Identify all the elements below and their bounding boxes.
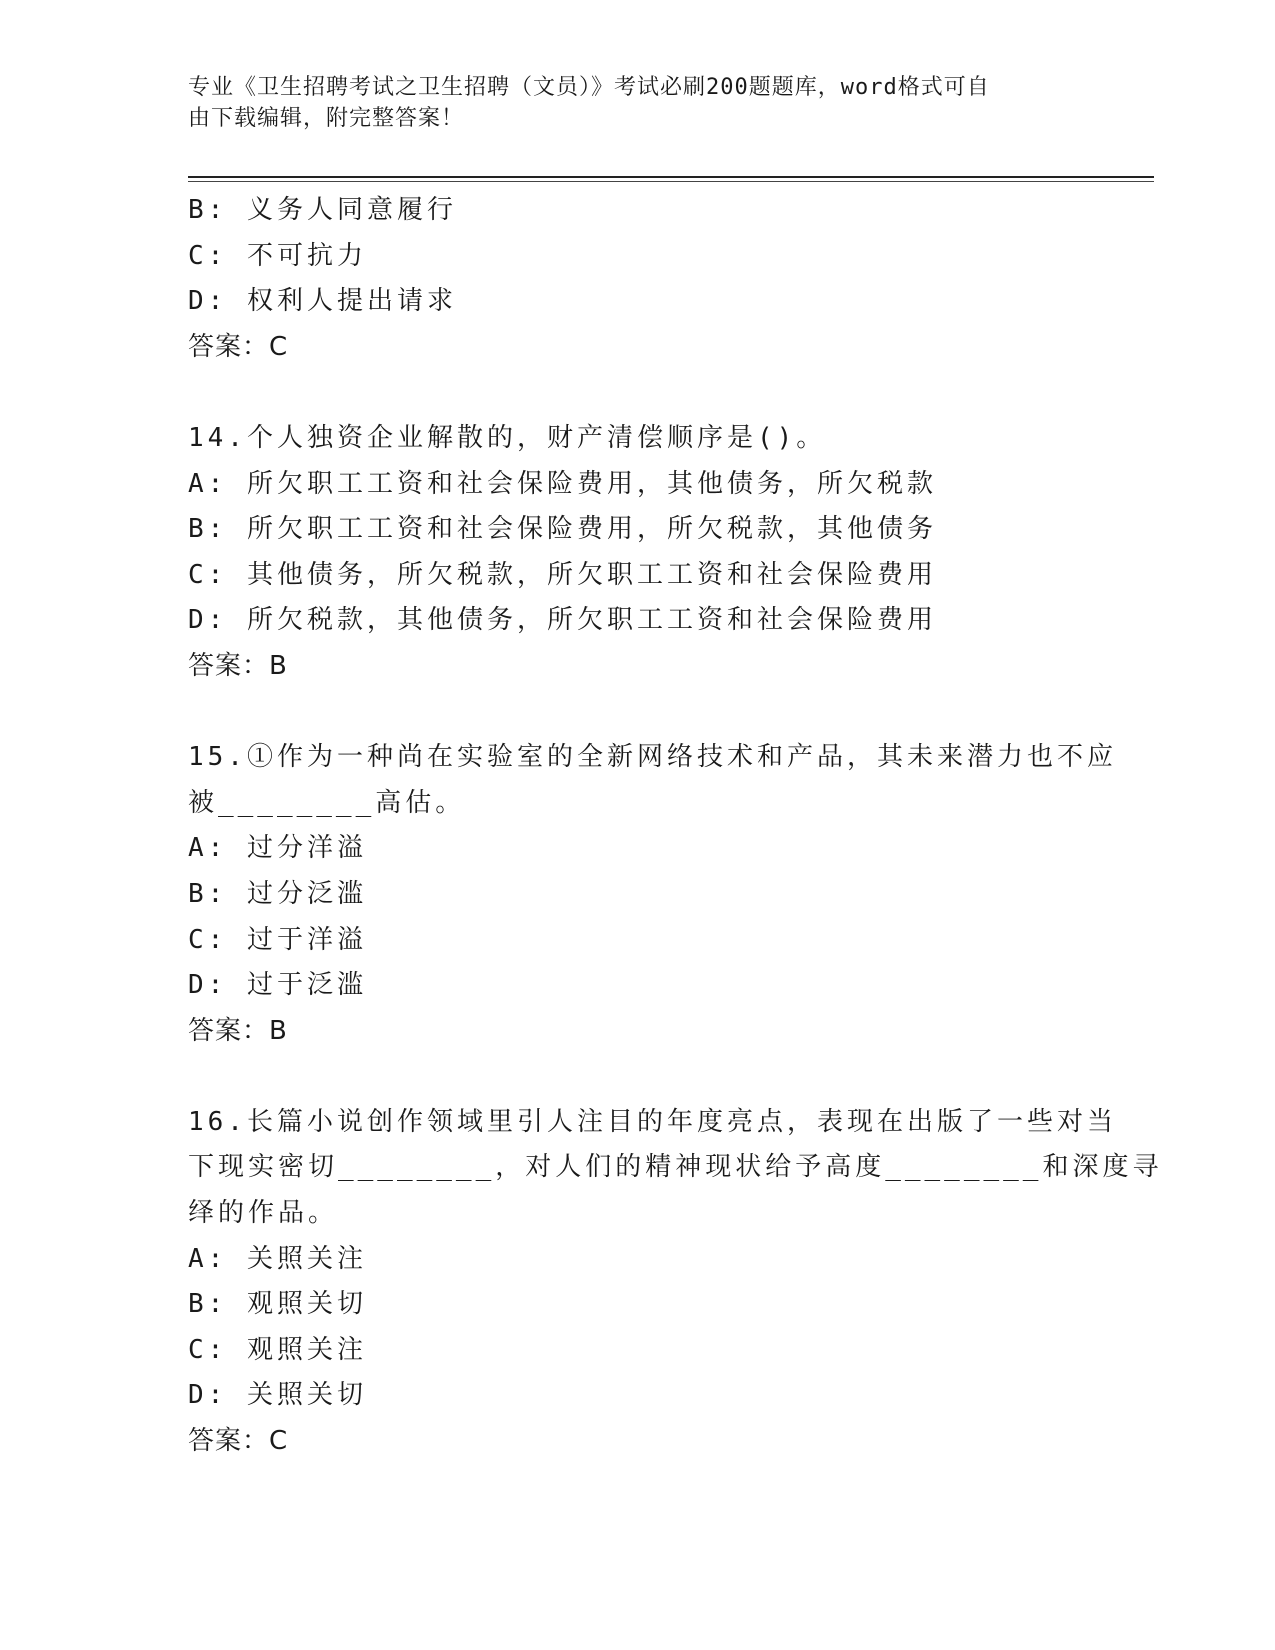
document-header (188, 72, 1068, 134)
question-stem-line-1: 16.长篇小说创作领域里引人注目的年度亮点，表现在出版了一些对当 (188, 1106, 1117, 1137)
question-16 (188, 1100, 1163, 1465)
option-c: C: 其他债务，所欠税款，所欠职工工资和社会保险费用 (188, 559, 937, 590)
question-15 (188, 735, 1117, 1054)
question-stem-line-3: 绎的作品。 (188, 1198, 339, 1229)
option-b: B: 义务人同意履行 (188, 195, 457, 225)
header-line-2: 由下载编辑，附完整答案！ (188, 106, 465, 131)
question-14 (188, 416, 1088, 690)
question-stem: 14.个人独资企业解散的，财产清偿顺序是()。 (188, 422, 827, 453)
question-stem-line-1: 15.①作为一种尚在实验室的全新网络技术和产品，其未来潜力也不应 (188, 742, 1117, 773)
header-divider-thick (188, 176, 1154, 178)
question-stem-line-2: 被________高估。 (188, 787, 466, 818)
spacer (188, 690, 1088, 736)
option-b: B: 所欠职工工资和社会保险费用，所欠税款，其他债务 (188, 514, 937, 545)
header-line-1: 专业《卫生招聘考试之卫生招聘（文员）》考试必刷200题题库，word格式可自 (188, 75, 990, 100)
option-c: C: 过于洋溢 (188, 924, 367, 955)
header-divider-thin (188, 181, 1154, 182)
option-c: C: 观照关注 (188, 1334, 367, 1365)
answer-label: 答案：C (188, 331, 289, 362)
option-a: A: 所欠职工工资和社会保险费用，其他债务，所欠税款 (188, 468, 937, 499)
option-d: D: 关照关切 (188, 1380, 367, 1411)
option-a: A: 过分洋溢 (188, 833, 367, 864)
document-body (188, 188, 1163, 1465)
option-c: C: 不可抗力 (188, 240, 367, 271)
option-b: B: 过分泛滥 (188, 878, 367, 909)
option-b: B: 观照关切 (188, 1289, 367, 1320)
question-13 (188, 188, 1088, 370)
option-a: A: 关照关注 (188, 1243, 367, 1274)
answer-label: 答案：C (188, 1426, 289, 1457)
spacer (188, 370, 1088, 416)
answer-label: 答案：B (188, 650, 288, 681)
answer-label: 答案：B (188, 1015, 288, 1046)
option-d: D: 过于泛滥 (188, 970, 367, 1001)
question-stem-line-2: 下现实密切________，对人们的精神现状给予高度________和深度寻 (188, 1152, 1163, 1183)
option-d: D: 权利人提出请求 (188, 286, 457, 317)
option-d: D: 所欠税款，其他债务，所欠职工工资和社会保险费用 (188, 605, 937, 636)
spacer (188, 1054, 1088, 1100)
